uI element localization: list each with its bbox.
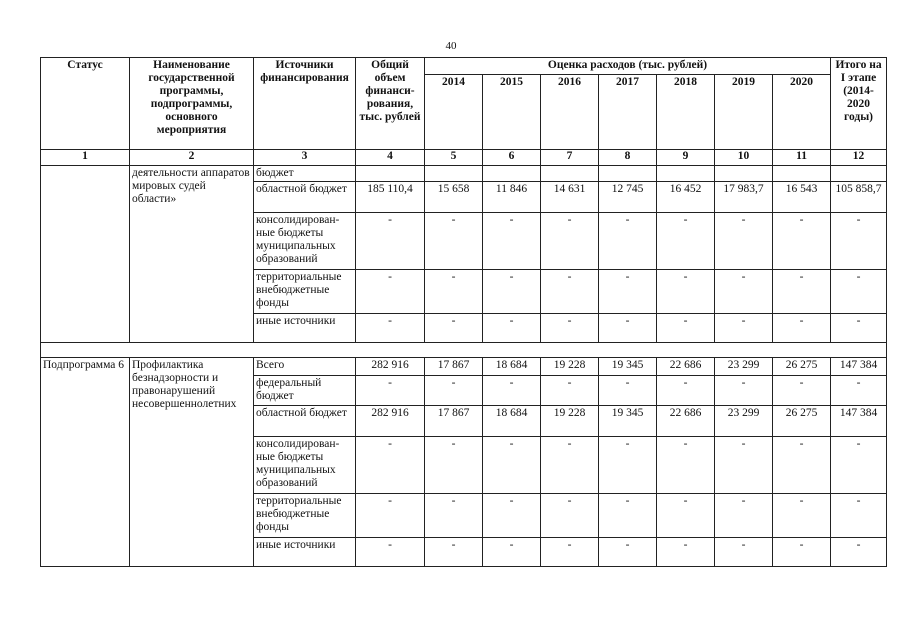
year-value-cell: - <box>599 437 657 494</box>
year-value-cell: - <box>541 538 599 567</box>
total-volume-cell: - <box>356 213 425 270</box>
stage-total-cell: - <box>831 376 887 406</box>
total-volume-cell: - <box>356 494 425 538</box>
budget-table <box>40 57 887 567</box>
year-value-cell: 26 275 <box>773 406 831 437</box>
year-value-cell: 17 983,7 <box>715 182 773 213</box>
column-number: 12 <box>831 150 887 166</box>
year-value-cell: 22 686 <box>657 358 715 376</box>
year-value-cell: - <box>483 314 541 343</box>
year-value-cell: 19 345 <box>599 406 657 437</box>
stage-total-cell: - <box>831 314 887 343</box>
stage-total-cell: 147 384 <box>831 406 887 437</box>
separator-row <box>41 343 887 358</box>
funding-source-cell: территориальные внебюджетные фонды <box>254 494 356 538</box>
header-stage-total: Итого на I этапе (2014-2020 годы) <box>831 58 887 150</box>
column-number: 11 <box>773 150 831 166</box>
year-value-cell: - <box>599 314 657 343</box>
program-name-cell: Профилактика безнадзорности и правонарушений несовершеннолетних <box>130 358 254 567</box>
year-value-cell: 15 658 <box>425 182 483 213</box>
year-value-cell: 14 631 <box>541 182 599 213</box>
funding-source-cell: бюджет <box>254 166 356 182</box>
column-number: 8 <box>599 150 657 166</box>
block-mirovye-sudi <box>41 166 887 343</box>
year-value-cell: 16 452 <box>657 182 715 213</box>
year-value-cell: - <box>657 270 715 314</box>
funding-source-cell: Всего <box>254 358 356 376</box>
year-value-cell: - <box>425 494 483 538</box>
year-value-cell: 18 684 <box>483 406 541 437</box>
stage-total-cell <box>831 166 887 182</box>
year-value-cell: - <box>541 270 599 314</box>
status-cell <box>41 166 130 343</box>
year-value-cell: 23 299 <box>715 406 773 437</box>
column-number: 1 <box>41 150 130 166</box>
stage-total-cell: - <box>831 538 887 567</box>
year-value-cell: - <box>483 538 541 567</box>
year-value-cell: 19 228 <box>541 358 599 376</box>
header-year: 2018 <box>657 75 715 150</box>
year-value-cell: 11 846 <box>483 182 541 213</box>
funding-source-cell: областной бюджет <box>254 182 356 213</box>
stage-total-cell: 105 858,7 <box>831 182 887 213</box>
total-volume-cell: - <box>356 437 425 494</box>
year-value-cell: - <box>483 376 541 406</box>
year-value-cell: - <box>425 270 483 314</box>
year-value-cell: - <box>657 376 715 406</box>
stage-total-cell: - <box>831 213 887 270</box>
year-value-cell: 19 228 <box>541 406 599 437</box>
year-value-cell: - <box>599 270 657 314</box>
year-value-cell: - <box>715 437 773 494</box>
header-year: 2015 <box>483 75 541 150</box>
year-value-cell <box>715 166 773 182</box>
year-value-cell: - <box>541 213 599 270</box>
header-estimate: Оценка расходов (тыс. рублей) <box>425 58 831 75</box>
column-number: 5 <box>425 150 483 166</box>
total-volume-cell: 282 916 <box>356 358 425 376</box>
header-year: 2016 <box>541 75 599 150</box>
column-number: 10 <box>715 150 773 166</box>
header-year: 2020 <box>773 75 831 150</box>
year-value-cell: - <box>715 314 773 343</box>
year-value-cell: - <box>773 437 831 494</box>
year-value-cell: - <box>715 376 773 406</box>
year-value-cell: - <box>599 538 657 567</box>
year-value-cell: - <box>657 437 715 494</box>
year-value-cell: - <box>425 437 483 494</box>
year-value-cell: 19 345 <box>599 358 657 376</box>
year-value-cell: - <box>715 213 773 270</box>
header-total-volume: Общий объем финанси-рования, тыс. рублей <box>356 58 425 150</box>
header-year: 2014 <box>425 75 483 150</box>
header-status: Статус <box>41 58 130 150</box>
year-value-cell: - <box>425 376 483 406</box>
column-number: 6 <box>483 150 541 166</box>
stage-total-cell: 147 384 <box>831 358 887 376</box>
year-value-cell: - <box>541 376 599 406</box>
total-volume-cell <box>356 166 425 182</box>
total-volume-cell: - <box>356 538 425 567</box>
year-value-cell <box>773 166 831 182</box>
year-value-cell: 18 684 <box>483 358 541 376</box>
program-name-cell: деятельности аппаратов мировых судей области» <box>130 166 254 343</box>
header-sources: Источники финансирования <box>254 58 356 150</box>
year-value-cell: - <box>425 314 483 343</box>
stage-total-cell: - <box>831 437 887 494</box>
year-value-cell: - <box>599 494 657 538</box>
column-number: 4 <box>356 150 425 166</box>
year-value-cell: - <box>483 437 541 494</box>
year-value-cell: - <box>541 494 599 538</box>
funding-source-cell: территориальные внебюджетные фонды <box>254 270 356 314</box>
year-value-cell <box>483 166 541 182</box>
year-value-cell: 26 275 <box>773 358 831 376</box>
year-value-cell: - <box>715 494 773 538</box>
column-number: 2 <box>130 150 254 166</box>
total-volume-cell: 185 110,4 <box>356 182 425 213</box>
year-value-cell: 23 299 <box>715 358 773 376</box>
status-cell: Подпрограмма 6 <box>41 358 130 567</box>
year-value-cell <box>599 166 657 182</box>
year-value-cell: - <box>657 538 715 567</box>
year-value-cell: - <box>773 270 831 314</box>
header-name: Наименование государственной программы, подпрограммы, основного мероприятия <box>130 58 254 150</box>
total-volume-cell: 282 916 <box>356 406 425 437</box>
year-value-cell: - <box>773 213 831 270</box>
year-value-cell: - <box>483 494 541 538</box>
year-value-cell: - <box>483 270 541 314</box>
column-number-row <box>41 150 887 166</box>
column-number: 3 <box>254 150 356 166</box>
year-value-cell: - <box>483 213 541 270</box>
table-row <box>41 166 887 182</box>
header-year: 2019 <box>715 75 773 150</box>
table-row <box>41 358 887 376</box>
year-value-cell: - <box>657 494 715 538</box>
funding-source-cell: консолидирован-ные бюджеты муниципальных образований <box>254 437 356 494</box>
total-volume-cell: - <box>356 314 425 343</box>
year-value-cell: - <box>773 314 831 343</box>
funding-source-cell: областной бюджет <box>254 406 356 437</box>
year-value-cell: 17 867 <box>425 358 483 376</box>
year-value-cell: - <box>599 376 657 406</box>
total-volume-cell: - <box>356 376 425 406</box>
total-volume-cell: - <box>356 270 425 314</box>
year-value-cell: 12 745 <box>599 182 657 213</box>
year-value-cell: - <box>541 314 599 343</box>
year-value-cell: - <box>657 314 715 343</box>
stage-total-cell: - <box>831 494 887 538</box>
year-value-cell: - <box>773 538 831 567</box>
year-value-cell: - <box>715 538 773 567</box>
year-value-cell: - <box>425 213 483 270</box>
page-number: 40 <box>445 40 457 52</box>
funding-source-cell: иные источники <box>254 314 356 343</box>
year-value-cell: 16 543 <box>773 182 831 213</box>
year-value-cell: - <box>715 270 773 314</box>
stage-total-cell: - <box>831 270 887 314</box>
year-value-cell: 22 686 <box>657 406 715 437</box>
year-value-cell <box>425 166 483 182</box>
year-value-cell <box>657 166 715 182</box>
year-value-cell: - <box>657 213 715 270</box>
year-value-cell: - <box>599 213 657 270</box>
year-value-cell: - <box>425 538 483 567</box>
column-number: 9 <box>657 150 715 166</box>
funding-source-cell: федеральный бюджет <box>254 376 356 406</box>
column-number: 7 <box>541 150 599 166</box>
year-value-cell: - <box>541 437 599 494</box>
year-value-cell: - <box>773 376 831 406</box>
header-row <box>41 58 887 75</box>
funding-source-cell: консолидирован-ные бюджеты муниципальных образований <box>254 213 356 270</box>
year-value-cell: 17 867 <box>425 406 483 437</box>
header-year: 2017 <box>599 75 657 150</box>
year-value-cell: - <box>773 494 831 538</box>
year-value-cell <box>541 166 599 182</box>
block-podprogramma-6 <box>41 358 887 567</box>
funding-source-cell: иные источники <box>254 538 356 567</box>
